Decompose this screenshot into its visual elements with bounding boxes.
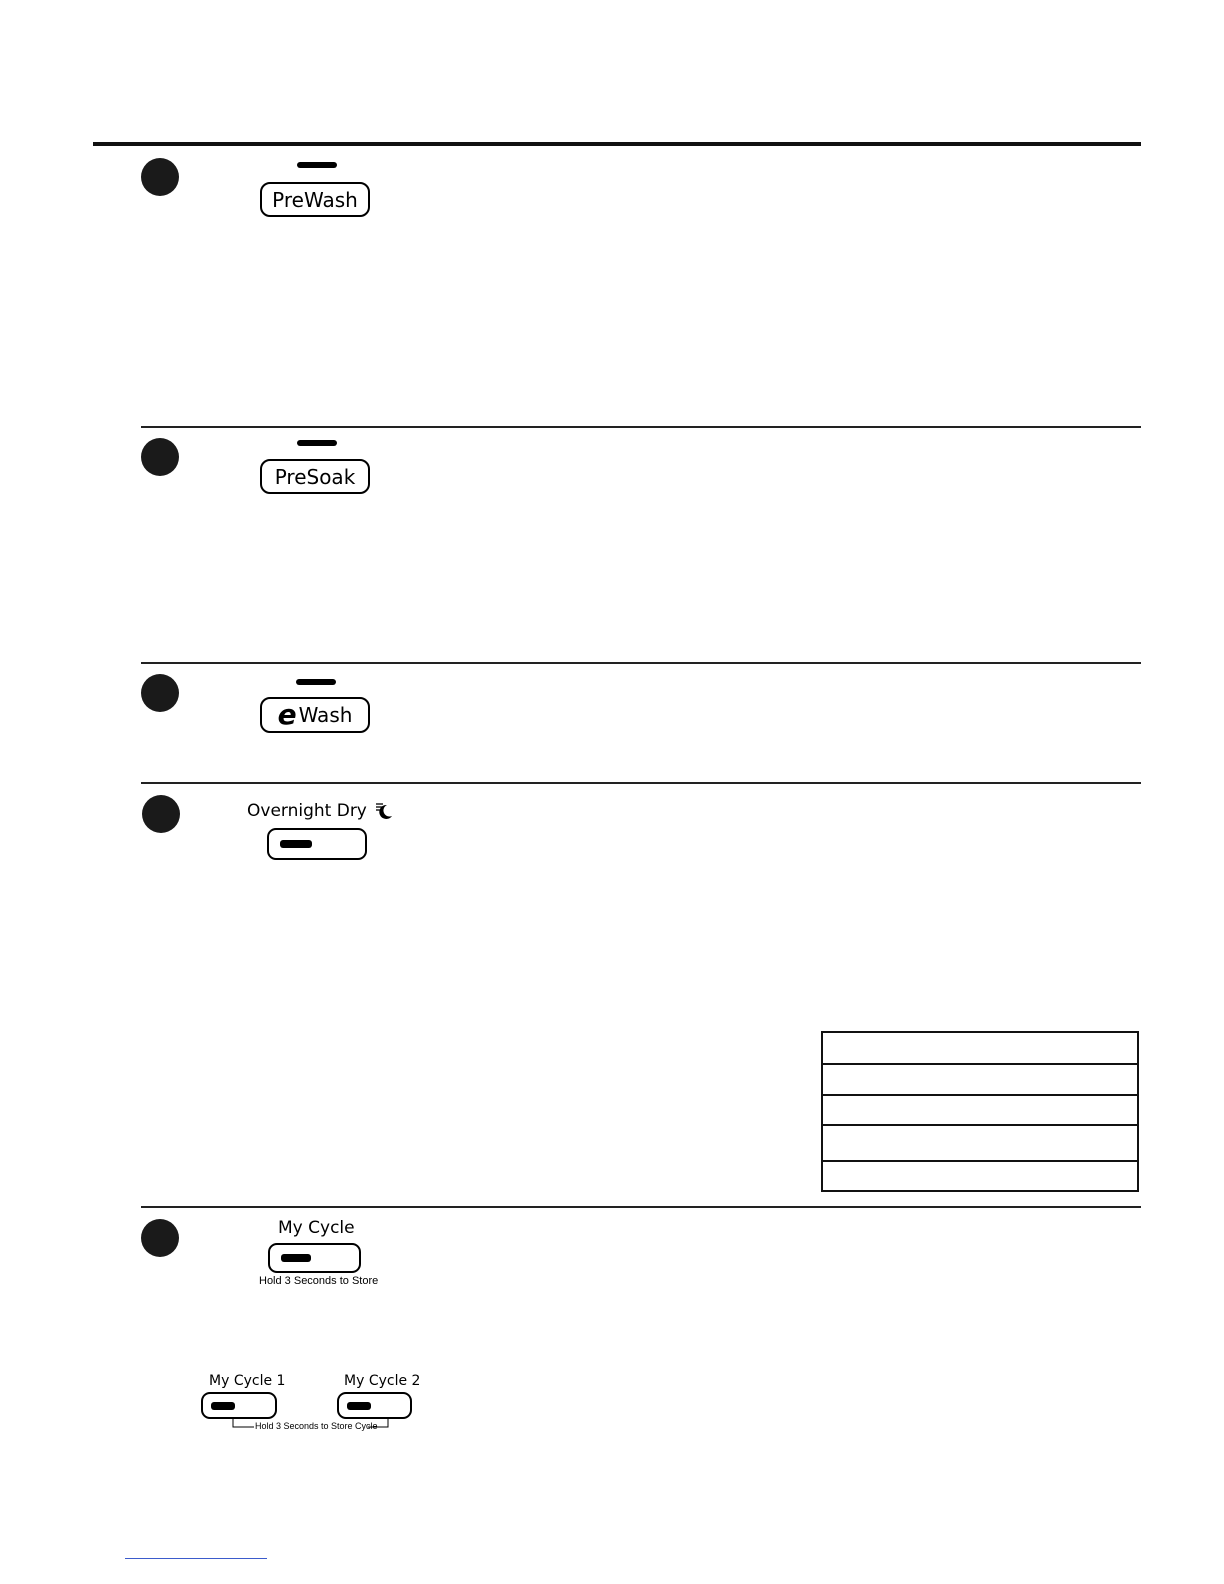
- overnight-dry-indicator-light: [280, 840, 312, 848]
- ewash-button[interactable]: [260, 697, 370, 733]
- section-bullet: [141, 438, 179, 476]
- my-cycle-2-button[interactable]: [337, 1392, 412, 1419]
- table-row-divider: [823, 1160, 1137, 1162]
- my-cycle-label: My Cycle: [278, 1218, 355, 1238]
- my-cycle-indicator-light: [281, 1254, 311, 1262]
- overnight-dry-label: Overnight Dry: [247, 801, 367, 821]
- my-cycle-button[interactable]: [268, 1243, 361, 1273]
- table-row-divider: [823, 1094, 1137, 1096]
- prewash-button[interactable]: [260, 182, 370, 217]
- section-divider: [141, 662, 1141, 664]
- section-divider: [141, 1206, 1141, 1208]
- section-bullet: [141, 674, 179, 712]
- section-bullet: [142, 795, 180, 833]
- footer-link-underline: [125, 1558, 267, 1559]
- table-row-divider: [823, 1063, 1137, 1065]
- section-bullet: [141, 1219, 179, 1257]
- presoak-indicator-light: [297, 440, 337, 446]
- section-divider: [141, 782, 1141, 784]
- my-cycle-1-label: My Cycle 1: [209, 1373, 286, 1389]
- prewash-button-label: PreWash: [272, 187, 358, 212]
- my-cycle-2-indicator-light: [347, 1402, 371, 1410]
- my-cycle-pair-hint: Hold 3 Seconds to Store Cycle: [255, 1421, 378, 1431]
- my-cycle-2-label: My Cycle 2: [344, 1373, 421, 1389]
- section-bullet: [141, 158, 179, 196]
- my-cycle-1-button[interactable]: [201, 1392, 277, 1419]
- prewash-indicator-light: [297, 162, 337, 168]
- table-row-divider: [823, 1124, 1137, 1126]
- presoak-button-label: PreSoak: [274, 464, 356, 489]
- overnight-dry-button[interactable]: [267, 828, 367, 860]
- section-divider: [141, 426, 1141, 428]
- moon-icon: [374, 801, 394, 821]
- info-table: [821, 1031, 1139, 1192]
- presoak-button[interactable]: [260, 459, 370, 494]
- ewash-button-label: Wash: [298, 703, 353, 727]
- ewash-e-glyph: e: [277, 698, 297, 731]
- ewash-indicator-light: [296, 679, 336, 685]
- my-cycle-hint: Hold 3 Seconds to Store: [259, 1275, 379, 1287]
- top-rule: [93, 142, 1141, 146]
- my-cycle-1-indicator-light: [211, 1402, 235, 1410]
